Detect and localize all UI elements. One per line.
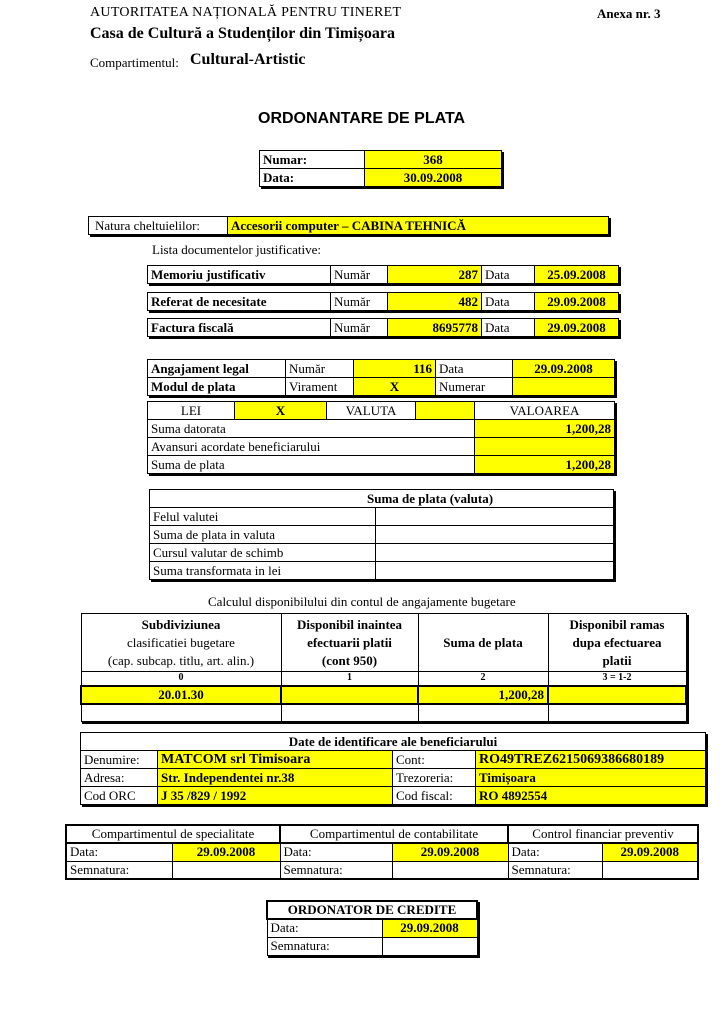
budget-caption: Calculul disponibilului din contul de angajamente bugetare: [208, 594, 516, 609]
institution-name: Casa de Cultură a Studenților din Timișoara: [90, 25, 395, 42]
document-date-label: Data: [482, 319, 535, 337]
beneficiary-name: MATCOM srl Timisoara: [158, 751, 393, 769]
budget-index-3: 3 = 1-2: [548, 672, 686, 686]
document-row: [147, 265, 619, 284]
beneficiary-address-label: Adresa:: [81, 769, 158, 787]
beneficiary-account: RO49TREZ6215069386680189: [476, 751, 706, 769]
foreign-currency-heading: Suma de plata (valuta): [150, 490, 614, 508]
budget-col3-line2: dupa efectuarea: [572, 634, 662, 650]
commitment-date: 29.09.2008: [513, 360, 615, 378]
budget-col1-header: [281, 614, 418, 672]
document-date: 29.09.2008: [535, 319, 619, 337]
advances-label: Avansuri acordate beneficiarului: [148, 438, 475, 456]
document-name: Memoriu justificativ: [148, 266, 331, 284]
budget-col0-header: [81, 614, 281, 672]
document-date-label: Data: [482, 266, 535, 284]
transfer-checkbox[interactable]: X: [354, 378, 436, 396]
exchange-rate-label: Cursul valutar de schimb: [150, 544, 376, 562]
order-number-value: 368: [365, 151, 502, 169]
document-number: 287: [388, 266, 482, 284]
cash-label: Numerar: [436, 378, 513, 396]
foreign-amount-value: [376, 526, 614, 544]
legal-commitment-label: Angajament legal: [148, 360, 286, 378]
accounting-signature[interactable]: [392, 861, 508, 879]
exchange-rate-value: [376, 544, 614, 562]
beneficiary-address: Str. Independentei nr.38: [158, 769, 393, 787]
ordonator-table: [266, 900, 478, 956]
budget-col0-line1: Subdiviziunea: [141, 616, 221, 632]
document-row: [147, 318, 619, 337]
beneficiary-orc: J 35 /829 / 1992: [158, 787, 393, 805]
ordonator-signature-label: Semnatura:: [267, 937, 382, 955]
budget-code: 20.01.30: [81, 686, 281, 704]
budget-index-1: 1: [281, 672, 418, 686]
document-row: [147, 292, 619, 311]
converted-amount-label: Suma transformata in lei: [150, 562, 376, 580]
budget-index-2: 2: [418, 672, 548, 686]
payment-mode-label: Modul de plata: [148, 378, 286, 396]
foreign-amount-label: Suma de plata in valuta: [150, 526, 376, 544]
document-title: ORDONANTARE DE PLATA: [258, 110, 466, 127]
commitment-date-label: Data: [436, 360, 513, 378]
currency-type-value: [376, 508, 614, 526]
amount-due-value: 1,200,28: [475, 420, 615, 438]
document-date-label: Data: [482, 293, 535, 311]
budget-col0-line2: clasificatiei bugetare: [127, 634, 235, 650]
advances-value: [475, 438, 615, 456]
amount-to-pay-label: Suma de plata: [148, 456, 475, 474]
foreign-currency-table: [149, 489, 614, 580]
beneficiary-name-label: Denumire:: [81, 751, 158, 769]
approvals-table: [65, 824, 699, 880]
budget-empty-cell: [281, 704, 418, 722]
annex-number: Anexa nr. 3: [597, 6, 661, 21]
budget-available: [281, 686, 418, 704]
document-name: Factura fiscală: [148, 319, 331, 337]
specialty-signature-label: Semnatura:: [66, 861, 172, 879]
specialty-date: 29.09.2008: [172, 843, 280, 861]
transfer-label: Virament: [286, 378, 354, 396]
accounting-date: 29.09.2008: [392, 843, 508, 861]
accounting-dept-title: Compartimentul de contabilitate: [280, 825, 508, 843]
document-number: 482: [388, 293, 482, 311]
beneficiary-fiscal-label: Cod fiscal:: [393, 787, 476, 805]
budget-empty-cell: [548, 704, 686, 722]
budget-col1-line2: efectuarii platii: [307, 634, 392, 650]
control-signature-label: Semnatura:: [508, 861, 602, 879]
financial-control-title: Control financiar preventiv: [508, 825, 698, 843]
value-table: [147, 401, 615, 474]
beneficiary-orc-label: Cod ORC: [81, 787, 158, 805]
beneficiary-treasury-label: Trezoreria:: [393, 769, 476, 787]
budget-col3-line3: platii: [602, 652, 632, 668]
documents-heading: Lista documentelor justificative:: [152, 242, 321, 257]
expense-nature-value: Accesorii computer – CABINA TEHNICĂ: [228, 217, 609, 235]
lei-checkbox[interactable]: X: [235, 402, 327, 420]
lei-label: LEI: [148, 402, 235, 420]
budget-index-0: 0: [81, 672, 281, 686]
document-name: Referat de necesitate: [148, 293, 331, 311]
budget-empty-cell: [81, 704, 281, 722]
commitment-number-label: Număr: [286, 360, 354, 378]
budget-col3-header: [548, 614, 686, 672]
budget-col3-line1: Disponibil ramas: [569, 616, 665, 632]
accounting-signature-label: Semnatura:: [280, 861, 392, 879]
order-date-label: Data:: [260, 169, 365, 187]
expense-nature-table: [88, 216, 609, 235]
commitment-number: 116: [354, 360, 436, 378]
budget-col0-line3: (cap. subcap. titlu, art. alin.): [107, 652, 255, 668]
ordonator-title: ORDONATOR DE CREDITE: [267, 901, 477, 919]
budget-col1-line1: Disponibil inaintea: [296, 616, 403, 632]
budget-table: [80, 613, 687, 722]
control-date: 29.09.2008: [602, 843, 698, 861]
beneficiary-table: [80, 732, 706, 805]
control-signature[interactable]: [602, 861, 698, 879]
budget-col1-line3: (cont 950): [321, 652, 378, 668]
valuta-checkbox[interactable]: [416, 402, 475, 420]
ordonator-date-label: Data:: [267, 919, 382, 937]
authority-name: AUTORITATEA NAȚIONALĂ PENTRU TINERET: [90, 5, 402, 20]
order-info-table: [259, 150, 502, 187]
expense-nature-label: Natura cheltuielilor:: [89, 217, 228, 235]
budget-amount: 1,200,28: [418, 686, 548, 704]
specialty-date-label: Data:: [66, 843, 172, 861]
order-number-label: Numar:: [260, 151, 365, 169]
document-date: 29.09.2008: [535, 293, 619, 311]
value-header: VALOAREA: [475, 402, 615, 420]
beneficiary-fiscal-code: RO 4892554: [476, 787, 706, 805]
commitment-table: [147, 359, 615, 396]
accounting-date-label: Data:: [280, 843, 392, 861]
beneficiary-account-label: Cont:: [393, 751, 476, 769]
ordonator-signature[interactable]: [382, 937, 477, 955]
beneficiary-treasury: Timișoara: [476, 769, 706, 787]
document-number-label: Număr: [331, 266, 388, 284]
valuta-label: VALUTA: [327, 402, 416, 420]
department-value: Cultural-Artistic: [190, 51, 306, 68]
currency-type-label: Felul valutei: [150, 508, 376, 526]
document-date: 25.09.2008: [535, 266, 619, 284]
beneficiary-heading: Date de identificare ale beneficiarului: [81, 733, 706, 751]
budget-remaining: [548, 686, 686, 704]
amount-to-pay-value: 1,200,28: [475, 456, 615, 474]
budget-col2-header: Suma de plata: [418, 614, 548, 672]
cash-checkbox[interactable]: [513, 378, 615, 396]
document-number-label: Număr: [331, 293, 388, 311]
ordonator-date: 29.09.2008: [382, 919, 477, 937]
control-date-label: Data:: [508, 843, 602, 861]
document-number: 8695778: [388, 319, 482, 337]
department-label: Compartimentul:: [90, 55, 179, 70]
specialty-signature[interactable]: [172, 861, 280, 879]
amount-due-label: Suma datorata: [148, 420, 475, 438]
document-number-label: Număr: [331, 319, 388, 337]
budget-empty-cell: [418, 704, 548, 722]
order-date-value: 30.09.2008: [365, 169, 502, 187]
specialty-dept-title: Compartimentul de specialitate: [66, 825, 280, 843]
converted-amount-value: [376, 562, 614, 580]
